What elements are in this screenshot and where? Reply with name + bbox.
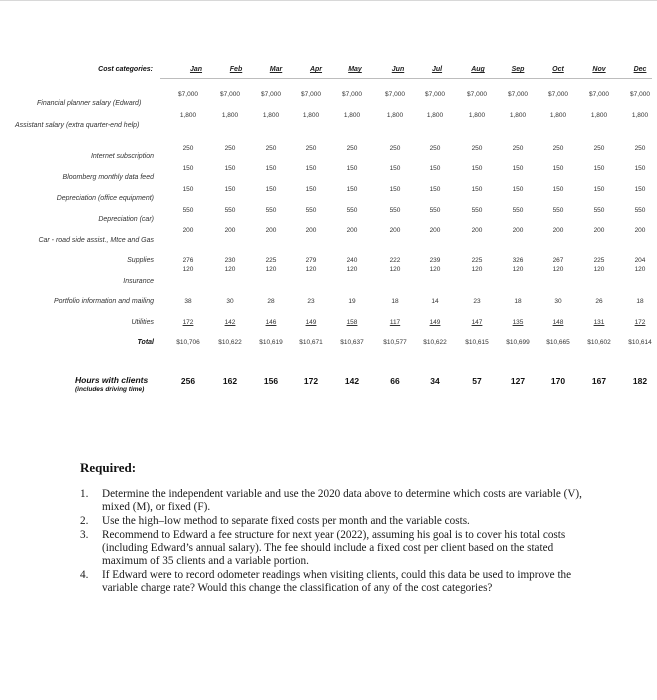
label-utilities: Utilities xyxy=(131,319,154,326)
cell-bloomberg-jul: 150 xyxy=(429,165,441,172)
cell-assistant-salary-aug: 1,800 xyxy=(468,112,486,119)
top-border xyxy=(0,0,657,1)
label-depreciation-office: Depreciation (office equipment) xyxy=(56,195,154,202)
cell-depreciation-office-apr: 150 xyxy=(305,186,317,193)
cell-supplies-may: 240 xyxy=(346,257,358,264)
cell-hours-jun: 66 xyxy=(390,376,400,386)
cell-total-mar: $10,619 xyxy=(259,339,283,346)
cell-car-roadside-aug: 200 xyxy=(471,227,483,234)
cell-internet-jul: 250 xyxy=(429,145,441,152)
cell-utilities-may: 158 xyxy=(346,319,358,326)
cell-financial-planner-salary-oct: $7,000 xyxy=(548,91,568,98)
cell-bloomberg-jan: 150 xyxy=(182,165,194,172)
label-portfolio-info: Portfolio information and mailing xyxy=(54,298,154,305)
cell-total-sep: $10,699 xyxy=(506,339,530,346)
cell-insurance-oct: 120 xyxy=(552,266,564,273)
cell-depreciation-car-jan: 550 xyxy=(182,207,194,214)
cell-depreciation-office-mar: 150 xyxy=(265,186,277,193)
required-heading: Required: xyxy=(80,460,137,475)
cell-portfolio-info-nov: 26 xyxy=(595,298,603,305)
cell-financial-planner-salary-jul: $7,000 xyxy=(425,91,445,98)
month-header-jan: Jan xyxy=(189,66,203,73)
month-header-jul: Jul xyxy=(431,66,443,73)
label-total: Total xyxy=(137,339,154,346)
cell-portfolio-info-sep: 18 xyxy=(514,298,522,305)
cell-total-dec: $10,614 xyxy=(628,339,652,346)
cell-assistant-salary-nov: 1,800 xyxy=(590,112,608,119)
cell-portfolio-info-may: 19 xyxy=(348,298,356,305)
question-number: 3. xyxy=(80,529,89,541)
cell-financial-planner-salary-mar: $7,000 xyxy=(261,91,281,98)
cell-depreciation-office-may: 150 xyxy=(346,186,358,193)
cell-internet-feb: 250 xyxy=(224,145,236,152)
label-hours-line1: Hours with clients xyxy=(75,375,149,385)
question-item xyxy=(80,488,600,514)
cell-portfolio-info-aug: 23 xyxy=(473,298,481,305)
cell-depreciation-car-mar: 550 xyxy=(265,207,277,214)
label-depreciation-car: Depreciation (car) xyxy=(98,216,154,223)
cell-hours-mar: 156 xyxy=(263,376,279,386)
cell-assistant-salary-jan: 1,800 xyxy=(179,112,197,119)
cell-internet-may: 250 xyxy=(346,145,358,152)
cell-insurance-feb: 120 xyxy=(224,266,236,273)
month-header-oct: Oct xyxy=(552,66,564,73)
cell-supplies-apr: 279 xyxy=(305,257,317,264)
cell-depreciation-office-jun: 150 xyxy=(389,186,401,193)
cell-depreciation-office-jan: 150 xyxy=(182,186,194,193)
cell-utilities-dec: 172 xyxy=(634,319,646,326)
cell-utilities-apr: 149 xyxy=(305,319,317,326)
cell-bloomberg-dec: 150 xyxy=(634,165,646,172)
question-list xyxy=(80,488,600,596)
cell-portfolio-info-apr: 23 xyxy=(307,298,315,305)
cell-supplies-dec: 204 xyxy=(634,257,646,264)
cell-depreciation-office-jul: 150 xyxy=(429,186,441,193)
cell-assistant-salary-feb: 1,800 xyxy=(221,112,239,119)
cell-insurance-jan: 120 xyxy=(182,266,194,273)
cell-car-roadside-nov: 200 xyxy=(593,227,605,234)
label-bloomberg-feed: Bloomberg monthly data feed xyxy=(62,174,154,181)
cell-depreciation-car-aug: 550 xyxy=(471,207,483,214)
month-header-aug: Aug xyxy=(471,66,485,73)
cell-utilities-jul: 149 xyxy=(429,319,441,326)
cell-depreciation-car-nov: 550 xyxy=(593,207,605,214)
cell-assistant-salary-jul: 1,800 xyxy=(426,112,444,119)
cell-depreciation-car-feb: 550 xyxy=(224,207,236,214)
cell-insurance-apr: 120 xyxy=(305,266,317,273)
cell-assistant-salary-sep: 1,800 xyxy=(509,112,527,119)
cell-depreciation-car-oct: 550 xyxy=(552,207,564,214)
cell-hours-feb: 162 xyxy=(222,376,238,386)
cell-internet-nov: 250 xyxy=(593,145,605,152)
cell-insurance-jul: 120 xyxy=(429,266,441,273)
cell-utilities-feb: 142 xyxy=(224,319,236,326)
month-header-jun: Jun xyxy=(391,66,405,73)
cell-financial-planner-salary-jun: $7,000 xyxy=(385,91,405,98)
cell-bloomberg-may: 150 xyxy=(346,165,358,172)
cell-total-apr: $10,671 xyxy=(299,339,323,346)
question-item xyxy=(80,529,600,568)
cell-internet-mar: 250 xyxy=(265,145,277,152)
question-number: 4. xyxy=(80,569,89,581)
cell-financial-planner-salary-may: $7,000 xyxy=(342,91,362,98)
cell-internet-apr: 250 xyxy=(305,145,317,152)
label-hours-line2: (includes driving time) xyxy=(75,386,145,393)
cell-car-roadside-oct: 200 xyxy=(552,227,564,234)
label-internet-subscription: Internet subscription xyxy=(90,153,154,160)
cell-bloomberg-aug: 150 xyxy=(471,165,483,172)
cell-car-roadside-mar: 200 xyxy=(265,227,277,234)
cell-internet-dec: 250 xyxy=(634,145,646,152)
cell-depreciation-office-oct: 150 xyxy=(552,186,564,193)
cell-supplies-jul: 239 xyxy=(429,257,441,264)
cell-bloomberg-oct: 150 xyxy=(552,165,564,172)
cell-total-jul: $10,622 xyxy=(423,339,447,346)
cell-utilities-jan: 172 xyxy=(182,319,194,326)
month-header-may: May xyxy=(348,66,362,73)
cell-insurance-dec: 120 xyxy=(634,266,646,273)
cell-total-nov: $10,602 xyxy=(587,339,611,346)
cell-supplies-nov: 225 xyxy=(593,257,605,264)
cell-total-oct: $10,665 xyxy=(546,339,570,346)
cell-hours-oct: 170 xyxy=(550,376,566,386)
cell-car-roadside-apr: 200 xyxy=(305,227,317,234)
cell-financial-planner-salary-jan: $7,000 xyxy=(178,91,198,98)
month-header-feb: Feb xyxy=(229,66,243,73)
cell-financial-planner-salary-sep: $7,000 xyxy=(508,91,528,98)
cell-insurance-mar: 120 xyxy=(265,266,277,273)
cell-portfolio-info-feb: 30 xyxy=(226,298,234,305)
cell-internet-oct: 250 xyxy=(552,145,564,152)
cell-utilities-oct: 148 xyxy=(552,319,564,326)
cell-bloomberg-apr: 150 xyxy=(305,165,317,172)
cell-supplies-sep: 326 xyxy=(512,257,524,264)
cell-assistant-salary-mar: 1,800 xyxy=(262,112,280,119)
cell-car-roadside-may: 200 xyxy=(346,227,358,234)
cell-depreciation-office-dec: 150 xyxy=(634,186,646,193)
cell-depreciation-office-nov: 150 xyxy=(593,186,605,193)
cell-supplies-jan: 276 xyxy=(182,257,194,264)
cell-depreciation-office-sep: 150 xyxy=(512,186,524,193)
cell-insurance-jun: 120 xyxy=(389,266,401,273)
cell-insurance-aug: 120 xyxy=(471,266,483,273)
cell-assistant-salary-jun: 1,800 xyxy=(386,112,404,119)
cell-hours-jan: 256 xyxy=(180,376,196,386)
cell-total-jun: $10,577 xyxy=(383,339,407,346)
cell-financial-planner-salary-nov: $7,000 xyxy=(589,91,609,98)
cell-utilities-sep: 135 xyxy=(512,319,524,326)
cell-car-roadside-sep: 200 xyxy=(512,227,524,234)
cost-categories-header: Cost categories: xyxy=(98,66,153,73)
month-header-dec: Dec xyxy=(633,66,647,73)
question-text: If Edward were to record odometer readings when visiting clients, could this data be used to improve the variable charge rate? Would this change the classification of any of the cost categories? xyxy=(102,569,572,594)
cell-supplies-jun: 222 xyxy=(389,257,401,264)
cell-assistant-salary-may: 1,800 xyxy=(343,112,361,119)
cell-internet-jun: 250 xyxy=(389,145,401,152)
cell-utilities-aug: 147 xyxy=(471,319,483,326)
cell-supplies-aug: 225 xyxy=(471,257,483,264)
cell-bloomberg-feb: 150 xyxy=(224,165,236,172)
cell-hours-nov: 167 xyxy=(591,376,607,386)
cell-insurance-sep: 120 xyxy=(512,266,524,273)
question-number: 1. xyxy=(80,488,89,500)
month-header-nov: Nov xyxy=(592,66,606,73)
cell-utilities-mar: 146 xyxy=(265,319,277,326)
question-number: 2. xyxy=(80,515,89,527)
cell-assistant-salary-apr: 1,800 xyxy=(302,112,320,119)
question-text: Determine the independent variable and use the 2020 data above to determine which costs are variable (V), mixed (M), or fixed (F). xyxy=(102,488,582,513)
cell-total-may: $10,637 xyxy=(340,339,364,346)
cell-hours-aug: 57 xyxy=(472,376,482,386)
month-header-mar: Mar xyxy=(269,66,283,73)
month-header-sep: Sep xyxy=(511,66,525,73)
cell-insurance-nov: 120 xyxy=(593,266,605,273)
cell-internet-aug: 250 xyxy=(471,145,483,152)
cell-portfolio-info-dec: 18 xyxy=(636,298,644,305)
cell-portfolio-info-jun: 18 xyxy=(391,298,399,305)
cell-bloomberg-mar: 150 xyxy=(265,165,277,172)
label-supplies: Supplies xyxy=(127,257,154,264)
cell-depreciation-car-dec: 550 xyxy=(634,207,646,214)
label-financial-planner-salary: Financial planner salary (Edward) xyxy=(37,100,142,107)
cell-internet-sep: 250 xyxy=(512,145,524,152)
cell-depreciation-office-feb: 150 xyxy=(224,186,236,193)
cell-portfolio-info-oct: 30 xyxy=(554,298,562,305)
cell-depreciation-car-may: 550 xyxy=(346,207,358,214)
cell-assistant-salary-dec: 1,800 xyxy=(631,112,649,119)
cell-depreciation-office-aug: 150 xyxy=(471,186,483,193)
cell-hours-may: 142 xyxy=(344,376,360,386)
cell-internet-jan: 250 xyxy=(182,145,194,152)
cell-financial-planner-salary-aug: $7,000 xyxy=(467,91,487,98)
cell-total-aug: $10,615 xyxy=(465,339,489,346)
cell-depreciation-car-jul: 550 xyxy=(429,207,441,214)
cell-depreciation-car-jun: 550 xyxy=(389,207,401,214)
cell-car-roadside-dec: 200 xyxy=(634,227,646,234)
cell-hours-dec: 182 xyxy=(632,376,648,386)
cell-portfolio-info-jan: 38 xyxy=(184,298,192,305)
cell-utilities-jun: 117 xyxy=(389,319,401,326)
cell-utilities-nov: 131 xyxy=(593,319,605,326)
cell-hours-sep: 127 xyxy=(510,376,526,386)
label-assistant-salary: Assistant salary (extra quarter-end help) xyxy=(15,122,140,129)
cell-hours-jul: 34 xyxy=(430,376,440,386)
cell-bloomberg-nov: 150 xyxy=(593,165,605,172)
cell-car-roadside-jun: 200 xyxy=(389,227,401,234)
cell-total-feb: $10,622 xyxy=(218,339,242,346)
label-insurance: Insurance xyxy=(123,278,154,285)
cell-portfolio-info-jul: 14 xyxy=(431,298,439,305)
cell-supplies-mar: 225 xyxy=(265,257,277,264)
month-header-apr: Apr xyxy=(309,66,323,73)
cell-car-roadside-feb: 200 xyxy=(224,227,236,234)
header-underline xyxy=(160,78,652,79)
cell-supplies-oct: 267 xyxy=(552,257,564,264)
cell-assistant-salary-oct: 1,800 xyxy=(549,112,567,119)
question-text: Use the high–low method to separate fixed costs per month and the variable costs. xyxy=(102,515,470,527)
label-car-roadside: Car - road side assist., Mtce and Gas xyxy=(38,237,154,244)
cell-hours-apr: 172 xyxy=(303,376,319,386)
cell-car-roadside-jul: 200 xyxy=(429,227,441,234)
cell-bloomberg-sep: 150 xyxy=(512,165,524,172)
cell-financial-planner-salary-dec: $7,000 xyxy=(630,91,650,98)
question-text: Recommend to Edward a fee structure for next year (2022), assuming his goal is to cover his total costs (including Edward’s annual salary). The fee should include a fixed cost per client based on the stated maximum of 35 clients and a variable portion. xyxy=(102,529,566,567)
cell-depreciation-car-sep: 550 xyxy=(512,207,524,214)
question-item xyxy=(80,515,600,528)
cell-car-roadside-jan: 200 xyxy=(182,227,194,234)
cell-supplies-feb: 230 xyxy=(224,257,236,264)
cell-total-jan: $10,706 xyxy=(176,339,200,346)
cell-financial-planner-salary-apr: $7,000 xyxy=(301,91,321,98)
cell-bloomberg-jun: 150 xyxy=(389,165,401,172)
cell-depreciation-car-apr: 550 xyxy=(305,207,317,214)
cell-portfolio-info-mar: 28 xyxy=(267,298,275,305)
cell-financial-planner-salary-feb: $7,000 xyxy=(220,91,240,98)
cell-insurance-may: 120 xyxy=(346,266,358,273)
question-item xyxy=(80,569,600,595)
